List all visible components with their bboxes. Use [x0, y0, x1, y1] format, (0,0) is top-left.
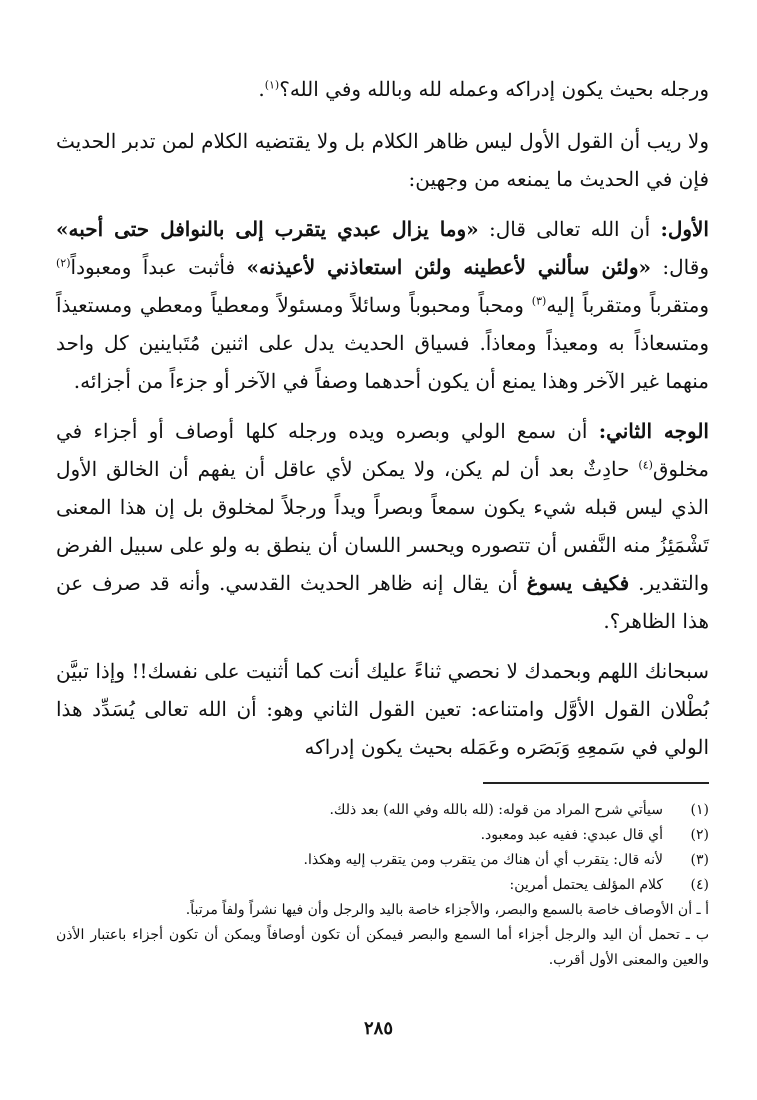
paragraph-4-text-a: أن سمع الولي وبصره ويده ورجله كلها أوصاف أو أجزاء في مخلوق [56, 419, 709, 481]
footnote-4-option-b: ب ـ تحمل أن اليد والرجل أجزاء أما السمع والبصر فيمكن أن تكون أوصافاً ويمكن أن تكون أجزاء باعتبار الأذن والعين والمعنى الأول أقرب. [56, 927, 709, 968]
paragraph-5 [56, 652, 709, 766]
footnote-3 [56, 848, 709, 873]
footnote-3-number: (٣) [690, 852, 709, 868]
footnote-1 [56, 798, 709, 823]
paragraph-1 [56, 70, 709, 108]
footnote-4-number: (٤) [690, 877, 709, 893]
paragraph-3-text-b: وقال: [651, 255, 709, 279]
footnote-ref-3[interactable]: (٣) [531, 294, 547, 308]
page-body [56, 70, 709, 973]
hadith-quote-2: «ولئن سألني لأعطينه ولئن استعاذني لأعيذنه» [246, 255, 652, 279]
first-aspect-heading: الأول: [660, 217, 709, 241]
paragraph-1-text: ورجله بحيث يكون إدراكه وعمله لله وبالله وفي الله؟ [279, 77, 709, 101]
paragraph-first-aspect [56, 210, 709, 400]
paragraph-4-text-b: حادِثٌ بعد أن لم يكن، ولا يمكن لأي عاقل أن يفهم أن الخالق الأول الذي ليس قبله شيء يكون سمعاً وبصراً ويداً ورجلاً لمخلوق بل إن هذا المعنى تَشْمَئِزُ منه النَّفس أن تتصوره ويحسر اللسان أن ينطق به ولو على سبيل الفرض والتقدير. [56, 457, 709, 595]
footnote-4-option-a: أ ـ أن الأوصاف خاصة بالسمع والبصر، والأجزاء خاصة باليد والرجل وأن فيها نشراً ولفاً مرتباً. [185, 902, 709, 918]
hadith-quote-1: «وما يزال عبدي يتقرب إلى بالنوافل حتى أحبه» [56, 217, 479, 241]
footnote-ref-4[interactable]: (٤) [638, 458, 653, 472]
footnote-ref-2[interactable]: (٢) [56, 256, 71, 270]
footnote-2-text: أي قال عبدي: ففيه عبد ومعبود. [480, 827, 663, 843]
page-number: ٢٨٥ [363, 1018, 393, 1039]
footnote-ref-1[interactable]: (١) [264, 78, 280, 92]
paragraph-3-text-e: ومحباً ومحبوباً وسائلاً ومسئولاً ومعطياً ومعطي ومستعيذاً ومتسعاذاً به ومعيذاً ومعاذاً. فسياق الحديث يدل على اثنين مُتَباينين كل واحد منهما غير الآخر وهذا يمنع أن يكون أحدهما وصفاً في الآخر أو جزءاً من أجزائه. [56, 293, 709, 393]
paragraph-2 [56, 122, 709, 198]
paragraph-5-text: سبحانك اللهم وبحمدك لا نحصي ثناءً عليك أنت كما أثنيت على نفسك!! وإذا تبيَّن بُطْلان القول الأوَّل وامتناعه: تعين القول الثاني وهو: أن الله تعالى يُسَدِّد هذا الولي في سَمعِهِ وَبَصَره وعَمَله بحيث يكون إدراكه [56, 659, 709, 759]
footnote-1-number: (١) [690, 802, 709, 818]
paragraph-3-text-a: أن الله تعالى قال: [478, 217, 661, 241]
footnote-2 [56, 823, 709, 848]
paragraph-4-text-c: أن يقال إنه ظاهر الحديث القدسي. وأنه قد صرف عن هذا الظاهر؟. [56, 571, 709, 633]
second-aspect-heading: الوجه الثاني: [598, 419, 709, 443]
paragraph-1-end: . [258, 77, 265, 101]
footnote-4-text: كلام المؤلف يحتمل أمرين: [509, 877, 663, 893]
footnote-2-number: (٢) [690, 827, 709, 843]
emphasis-text: فكيف يسوغ [526, 571, 630, 595]
footnote-4 [56, 873, 709, 898]
footnote-3-text: لأنه قال: يتقرب أي أن هناك من يتقرب ومن يتقرب إليه وهكذا. [303, 852, 663, 868]
paragraph-2-text: ولا ريب أن القول الأول ليس ظاهر الكلام بل ولا يقتضيه الكلام لمن تدبر الحديث فإن في الحديث ما يمنعه من وجهين: [56, 129, 709, 191]
paragraph-3-text-c: فأثبت عبداً ومعبوداً [70, 255, 247, 279]
paragraph-3-text-d: ومتقرباً ومتقرباً إليه [546, 293, 709, 317]
paragraph-second-aspect [56, 412, 709, 640]
footnote-1-text: سيأتي شرح المراد من قوله: (لله بالله وفي الله) بعد ذلك. [329, 802, 663, 818]
footnote-divider [483, 782, 709, 784]
